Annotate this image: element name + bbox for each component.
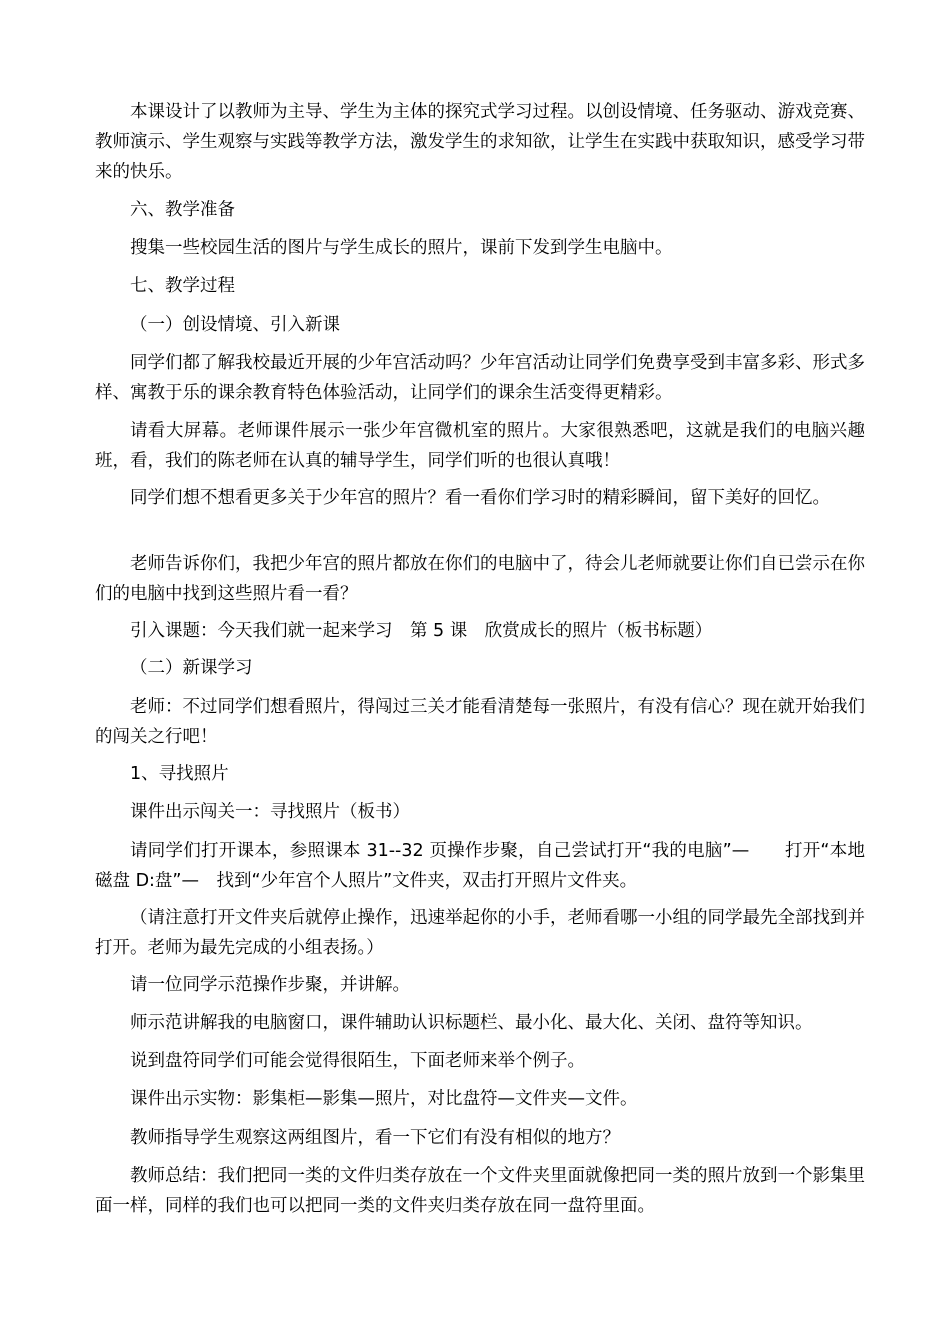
paragraph-preparation: 搜集一些校园生活的图片与学生成长的照片，课前下发到学生电脑中。 [130,238,673,258]
paragraph-summary: 教师总结：我们把同一类的文件归类存放在一个文件夹里面就像把同一类的照片放到一个影集里面一样，同样的我们也可以把同一类的文件夹归类存放在同一盘符里面。 [95,1166,865,1216]
paragraph-open-textbook: 请同学们打开课本，参照课本 31--32 页操作步聚，自己尝试打开“我的电脑”— 打开“本地磁盘 D:盘”— 找到“少年宫个人照片”文件夹，双击打开照片文件夹。 [95,841,865,891]
paragraph-teacher-demo: 师示范讲解我的电脑窗口，课件辅助认识标题栏、最小化、最大化、关闭、盘符等知识。 [130,1013,813,1033]
paragraph-three-levels: 老师：不过同学们想看照片，得闯过三关才能看清楚每一张照片，有没有信心？现在就开始我们的闯关之行吧！ [95,697,865,747]
paragraph-level-one: 课件出示闯关一：寻找照片（板书） [130,802,410,822]
paragraph-note: （请注意打开文件夹后就停止操作，迅速举起你的小手，老师看哪一小组的同学最先全部找到并打开。老师为最先完成的小组表扬。） [95,908,865,958]
paragraph-real-objects: 课件出示实物：影集柜—影集—照片，对比盘符—文件夹—文件。 [130,1089,638,1109]
heading-section-two: （二）新课学习 [130,658,253,678]
heading-section-one: （一）创设情境、引入新课 [130,315,340,335]
paragraph-introduce-topic: 引入课题：今天我们就一起来学习 第 5 课 欣赏成长的照片（板书标题） [130,621,713,641]
paragraph-youth-palace: 同学们都了解我校最近开展的少年宫活动吗？少年宫活动让同学们免费享受到丰富多彩、形式多样、寓教于乐的课余教育特色体验活动，让同学们的课余生活变得更精彩。 [95,353,865,403]
paragraph-big-screen: 请看大屏幕。老师课件展示一张少年宫微机室的照片。大家很熟悉吧，这就是我们的电脑兴趣班，看，我们的陈老师在认真的辅导学生，同学们听的也很认真哦！ [95,421,865,471]
paragraph-more-photos: 同学们想不想看更多关于少年宫的照片？看一看你们学习时的精彩瞬间，留下美好的回忆。 [130,488,830,508]
paragraph-student-demo: 请一位同学示范操作步聚，并讲解。 [130,975,410,995]
paragraph-course-design: 本课设计了以教师为主导、学生为主体的探究式学习过程。以创设情境、任务驱动、游戏竞赛、教师演示、学生观察与实践等教学方法，激发学生的求知欲，让学生在实践中获取知识，感受学习带来的快乐。 [95,102,865,182]
heading-find-photos: 1、寻找照片 [130,764,229,784]
heading-teaching-process: 七、教学过程 [130,276,235,296]
heading-teaching-preparation: 六、教学准备 [130,200,235,220]
paragraph-observe: 教师指导学生观察这两组图片，看一下它们有没有相似的地方？ [130,1128,620,1148]
paragraph-drive-letter: 说到盘符同学们可能会觉得很陌生，下面老师来举个例子。 [130,1051,585,1071]
paragraph-teacher-tells: 老师告诉你们，我把少年宫的照片都放在你们的电脑中了，待会儿老师就要让你们自已尝示在你们的电脑中找到这些照片看一看？ [95,554,865,604]
